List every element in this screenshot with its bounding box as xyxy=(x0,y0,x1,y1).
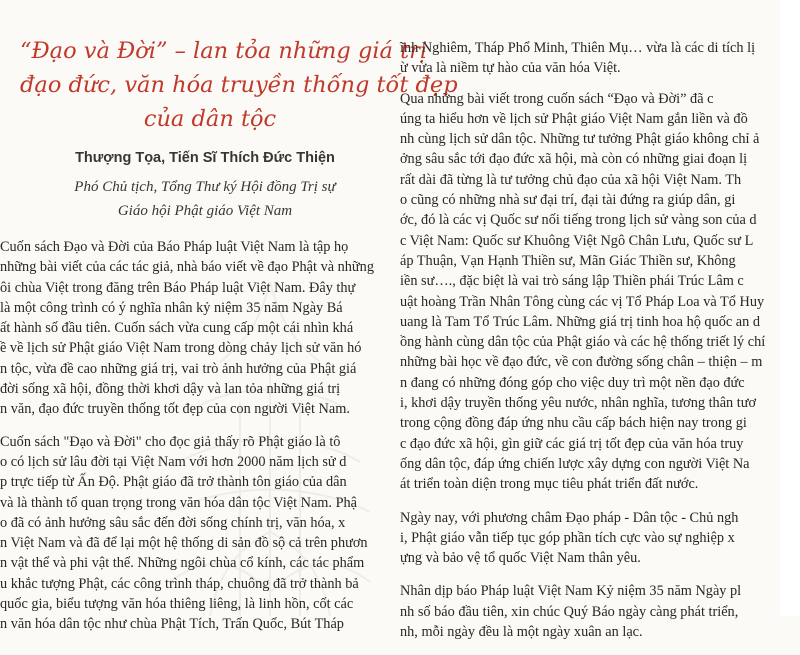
text-line: ống dân tộc, đáp ứng chiến lược xây dựng con người Việt Na xyxy=(400,455,750,472)
text-line: những bài viết của các tác giả, nhà báo viết về đạo Phật và những xyxy=(0,259,374,276)
text-line: là một công trình có ý nghĩa nhân kỷ niệm 35 năm Ngày Bá xyxy=(0,299,343,316)
right-column xyxy=(400,0,780,641)
text-line: o cũng có những nhà sư đại trí, đại tài đứng ra giúp dân, gi xyxy=(400,192,736,209)
text-line: Cuốn sách Đạo và Đời của Báo Pháp luật Việt Nam là tập họ xyxy=(0,239,349,255)
text-line: ồng hành cùng dân tộc của Phật giáo và các hệ thống triết lý chí xyxy=(400,334,766,351)
text-line: o có lịch sử lâu đời tại Việt Nam với hơn 2000 năm lịch sử d xyxy=(0,453,347,470)
author-role-line: Phó Chủ tịch, Tổng Thư ký Hội đồng Trị sự xyxy=(74,179,336,195)
text-line: úng ta hiểu hơn về lịch sử Phật giáo Việt Nam gắn liền và đồ xyxy=(400,110,748,127)
author-role-line: Giáo hội Phật giáo Việt Nam xyxy=(117,203,293,219)
text-line: c Việt Nam: Quốc sư Khuông Việt Ngô Chân Lưu, Quốc sư L xyxy=(400,232,754,249)
text-line: Nhân dịp báo Pháp luật Việt Nam Kỷ niệm 35 năm Ngày pl xyxy=(400,583,742,600)
text-line: n vật thể và phi vật thể. Những ngôi chùa cổ kính, các tác phẩm xyxy=(0,555,365,572)
text-line: uang là Tam Tổ Trúc Lâm. Những giá trị tinh hoa hộ quốc an d xyxy=(400,313,761,330)
text-line: Cuốn sách "Đạo và Đời" cho đọc giả thấy rõ Phật giáo là tô xyxy=(0,433,341,450)
paragraph xyxy=(0,237,400,420)
text-line: i, Phật giáo vẫn tiếp tục góp phần tích cực vào sự nghiệp x xyxy=(400,529,735,546)
text-line: u khắc tượng Phật, các công trình tháp, chuông đã trở thành bả xyxy=(0,575,359,592)
text-line: o đã có ảnh hưởng sâu sắc đến đời sống chính trị, văn hóa, x xyxy=(0,514,346,531)
text-line: ề về lịch sử Phật giáo Việt Nam trong dòng chảy lịch sử văn hó xyxy=(0,340,362,357)
title-line: của dân tộc xyxy=(143,106,277,132)
text-line: đời sống xã hội, đồng thời khơi dậy và lan tỏa những giá trị xyxy=(0,381,341,398)
text-line: trong cộng đồng đáp ứng nhu cầu cấp bách hiện nay trong gi xyxy=(400,415,747,432)
text-line: n Việt Nam và đã để lại một hệ thống di sản đồ sộ cả trên phươn xyxy=(0,535,368,552)
text-line: n đang có những đóng góp cho việc duy trì một nền đạo đức xyxy=(400,374,745,391)
text-line: n văn, đạo đức truyền thống tốt đẹp của con người Việt Nam. xyxy=(0,401,350,418)
text-line: ôi chùa Việt trong đăng trên Báo Pháp luật Việt Nam. Đây thự xyxy=(0,279,356,296)
page-edge xyxy=(780,0,800,616)
text-line: ựng và bảo vệ tổ quốc Việt Nam thân yêu. xyxy=(400,550,641,567)
title-line: “Đạo và Đời” – lan tỏa những giá trị xyxy=(20,38,428,64)
paragraph xyxy=(0,432,400,635)
paragraph xyxy=(400,38,780,79)
text-line: những bài học về đạo đức, về con đường sống chân – thiện – m xyxy=(400,354,763,371)
text-line: n tộc, vừa đề cao những giá trị, vai trò ảnh hưởng của Phật giá xyxy=(0,360,357,377)
text-line: nh cùng lịch sử dân tộc. Những tư tưởng Phật giáo không chỉ ả xyxy=(400,131,760,148)
left-body-text xyxy=(0,237,400,647)
text-line: ĩnh Nghiêm, Tháp Phổ Minh, Thiên Mụ… vừa là các di tích lị xyxy=(400,40,756,56)
text-line: p trực tiếp từ Ấn Độ. Phật giáo đã trở thành tôn giáo của dân xyxy=(0,474,347,491)
text-line: át triển toàn diện trong mục tiêu phát triển đất nước. xyxy=(400,476,699,493)
text-line: áp Thuận, Vạn Hạnh Thiền sư, Mãn Giác Thiền sư, Không xyxy=(400,252,736,269)
paragraph xyxy=(400,508,780,569)
text-line: i, khơi dậy truyền thống yêu nước, nhân nghĩa, tương thân tươ xyxy=(400,395,757,412)
text-line: n văn hóa dân tộc như chùa Phật Tích, Trấn Quốc, Bút Tháp xyxy=(0,616,344,633)
text-line: ớc, đó là các vị Quốc sư nối tiếng trong lịch sử vàng son của d xyxy=(400,212,757,229)
text-line: rất dài đã từng là tư tưởng chủ đạo của xã hội Việt Nam. Th xyxy=(400,171,742,188)
right-body-text xyxy=(400,38,780,655)
text-line: ởng sâu sắc tới đạo đức xã hội, mà còn có những giai đoạn lị xyxy=(400,151,748,168)
text-line: Ngày nay, với phương châm Đạo pháp - Dân tộc - Chủ ngh xyxy=(400,509,739,526)
paragraph xyxy=(400,581,780,642)
text-line: nh, mỗi ngày đều là một ngày xuân an lạc. xyxy=(400,624,643,641)
text-line: iền sư…., đặc biệt là vai trò sáng lập Thiền phái Trúc Lâm c xyxy=(400,273,744,290)
paragraph xyxy=(400,89,780,495)
text-line: và là thành tố quan trọng trong văn hóa dân tộc Việt Nam. Phậ xyxy=(0,494,358,511)
text-line: Qua những bài viết trong cuốn sách “Đạo và Đời” đã c xyxy=(400,90,714,107)
text-line: quốc gia, biểu tượng văn hóa thiêng liêng, là linh hồn, cốt các xyxy=(0,596,354,613)
text-line: ừ vừa là niềm tự hào của văn hóa Việt. xyxy=(400,60,621,77)
article-title xyxy=(20,34,458,136)
title-line: đạo đức, văn hóa truyền thống tốt đẹp xyxy=(20,72,458,98)
author-name: Thượng Tọa, Tiến Sĩ Thích Đức Thiện xyxy=(75,150,335,166)
text-line: ất hành số đầu tiên. Cuốn sách vừa cung cấp một cái nhìn khá xyxy=(0,320,354,337)
text-line: uật hoàng Trần Nhân Tông cùng các vị Tổ Pháp Loa và Tổ Huy xyxy=(400,293,765,310)
author-role xyxy=(20,175,390,223)
text-line: nh số báo đầu tiên, xin chúc Quý Báo ngày càng phát triển, xyxy=(400,603,739,620)
text-line: c đạo đức xã hội, gìn giữ các giá trị tốt đẹp của văn hóa truy xyxy=(400,435,744,452)
